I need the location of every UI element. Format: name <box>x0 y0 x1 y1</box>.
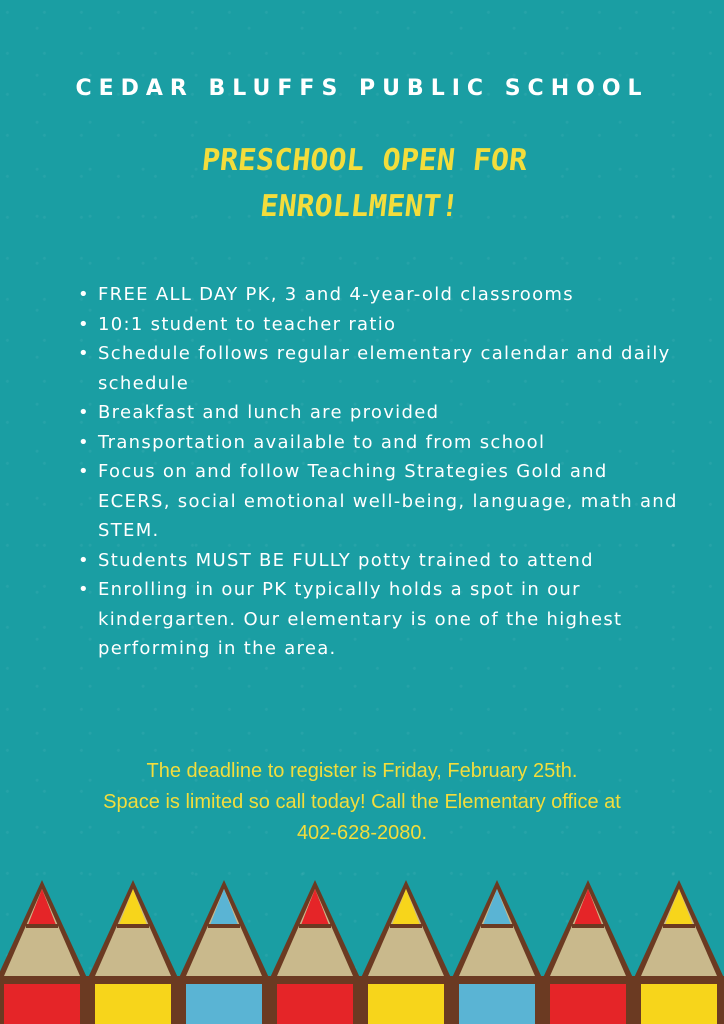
pencil-tip-edge <box>390 924 422 928</box>
pencil-icon <box>542 880 634 1024</box>
pencil-body <box>641 984 717 1024</box>
pencil-tip-edge <box>117 924 149 928</box>
pencil-icon <box>633 880 724 1024</box>
pencil-icon <box>87 880 179 1024</box>
headline <box>0 138 724 230</box>
headline-line-2: ENROLLMENT! <box>258 189 461 224</box>
deadline-line-2: Space is limited so call today! Call the Elementary office at <box>103 791 621 813</box>
deadline-line-1: The deadline to register is Friday, February 25th. <box>146 760 578 782</box>
pencil-tip-edge <box>208 924 240 928</box>
pencil-icon <box>0 880 88 1024</box>
pencil-body <box>186 984 262 1024</box>
list-item: • Focus on and follow Teaching Strategies Gold and ECERS, social emotional well-being, language, math and STEM. <box>78 457 678 546</box>
pencil-icon <box>269 880 361 1024</box>
pencil-icon <box>178 880 270 1024</box>
deadline-notice <box>0 756 724 849</box>
list-item: • Students MUST BE FULLY potty trained to attend <box>78 546 678 576</box>
pencil-tip-edge <box>299 924 331 928</box>
list-item: • Breakfast and lunch are provided <box>78 398 678 428</box>
pencil-body <box>277 984 353 1024</box>
pencil-body <box>95 984 171 1024</box>
pencil-body <box>459 984 535 1024</box>
pencil-icon <box>360 880 452 1024</box>
list-item: • Schedule follows regular elementary calendar and daily schedule <box>78 339 678 398</box>
feature-list <box>78 280 678 664</box>
pencil-tip-edge <box>481 924 513 928</box>
pencil-body <box>368 984 444 1024</box>
pencil-body <box>550 984 626 1024</box>
pencil-body <box>4 984 80 1024</box>
pencil-tip-edge <box>26 924 58 928</box>
list-item: • Enrolling in our PK typically holds a spot in our kindergarten. Our elementary is one of the highest performing in the area. <box>78 575 678 664</box>
list-item: • Transportation available to and from school <box>78 428 678 458</box>
pencil-icon <box>451 880 543 1024</box>
pencil-border-illustration <box>0 880 724 1024</box>
phone-number: 402-628-2080. <box>296 822 428 844</box>
pencil-tip-edge <box>572 924 604 928</box>
list-item: • FREE ALL DAY PK, 3 and 4-year-old classrooms <box>78 280 678 310</box>
school-name: CEDAR BLUFFS PUBLIC SCHOOL <box>75 76 649 101</box>
headline-line-1: PRESCHOOL OPEN FOR <box>200 143 529 178</box>
pencil-tip-edge <box>663 924 695 928</box>
list-item: • 10:1 student to teacher ratio <box>78 310 678 340</box>
